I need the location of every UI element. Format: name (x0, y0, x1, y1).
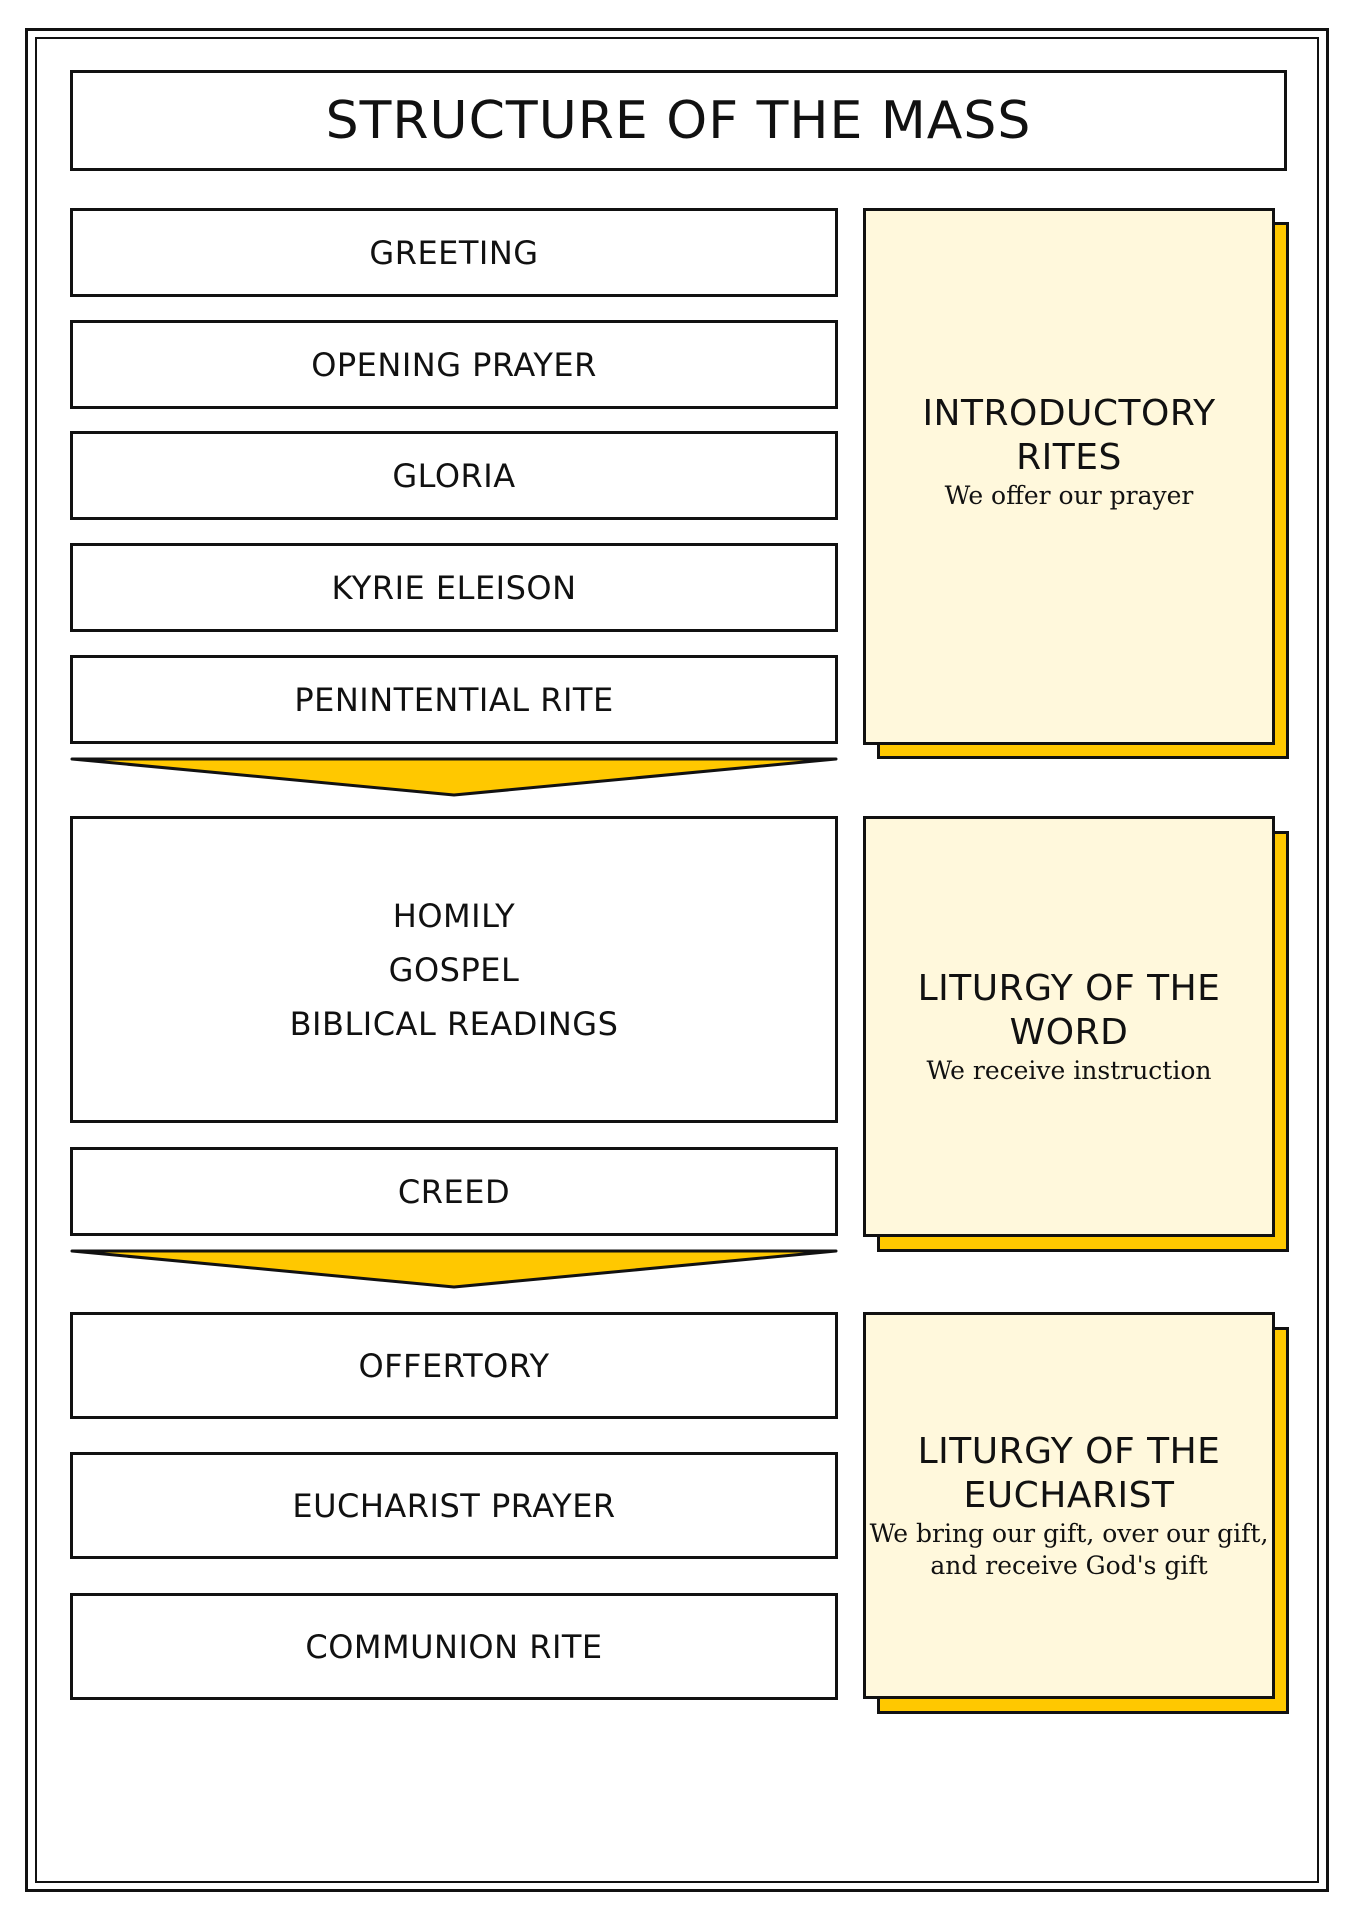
step-label: PENINTENTIAL RITE (294, 680, 614, 719)
step-eucharist-prayer (70, 1452, 838, 1559)
down-arrow-shape (72, 1251, 836, 1287)
page-title-box (70, 70, 1287, 171)
step-communion-rite (70, 1593, 838, 1700)
card-title: INTRODUCTORY RITES (922, 392, 1216, 478)
step-label: OPENING PRAYER (311, 345, 597, 384)
step-readings (70, 816, 838, 1123)
card-description: We offer our prayer (944, 480, 1194, 510)
card-introductory-rites (863, 208, 1275, 745)
page-title: STRUCTURE OF THE MASS (325, 90, 1032, 151)
step-label: KYRIE ELEISON (331, 568, 577, 607)
step-label-gospel: GOSPEL (388, 950, 520, 989)
step-creed (70, 1147, 838, 1236)
card-description: We receive instruction (926, 1055, 1212, 1085)
down-arrow-1 (70, 757, 838, 799)
step-label: EUCHARIST PRAYER (292, 1486, 616, 1525)
card-liturgy-of-the-eucharist (863, 1312, 1275, 1699)
step-penitential-rite (70, 655, 838, 744)
step-gloria (70, 431, 838, 520)
step-label-biblical-readings: BIBLICAL READINGS (289, 1004, 619, 1043)
card-description-line1: We bring our gift, over our gift, (869, 1518, 1269, 1548)
card-description-line2: and receive God's gift (930, 1550, 1208, 1580)
step-label: GLORIA (392, 456, 516, 495)
step-label-homily: HOMILY (392, 896, 516, 935)
step-kyrie-eleison (70, 543, 838, 632)
card-title-line1: LITURGY OF THE (917, 1430, 1221, 1472)
step-label: COMMUNION RITE (305, 1627, 603, 1666)
card-liturgy-of-the-word (863, 816, 1275, 1237)
card-title-line2: EUCHARIST (963, 1474, 1175, 1516)
card-title: LITURGY OF THE WORD (917, 967, 1221, 1053)
down-arrow-2 (70, 1249, 838, 1291)
step-greeting (70, 208, 838, 297)
step-offertory (70, 1312, 838, 1419)
step-label: CREED (397, 1172, 511, 1211)
down-arrow-shape (72, 759, 836, 795)
step-label: OFFERTORY (358, 1346, 550, 1385)
step-label: GREETING (369, 233, 539, 272)
step-opening-prayer (70, 320, 838, 409)
